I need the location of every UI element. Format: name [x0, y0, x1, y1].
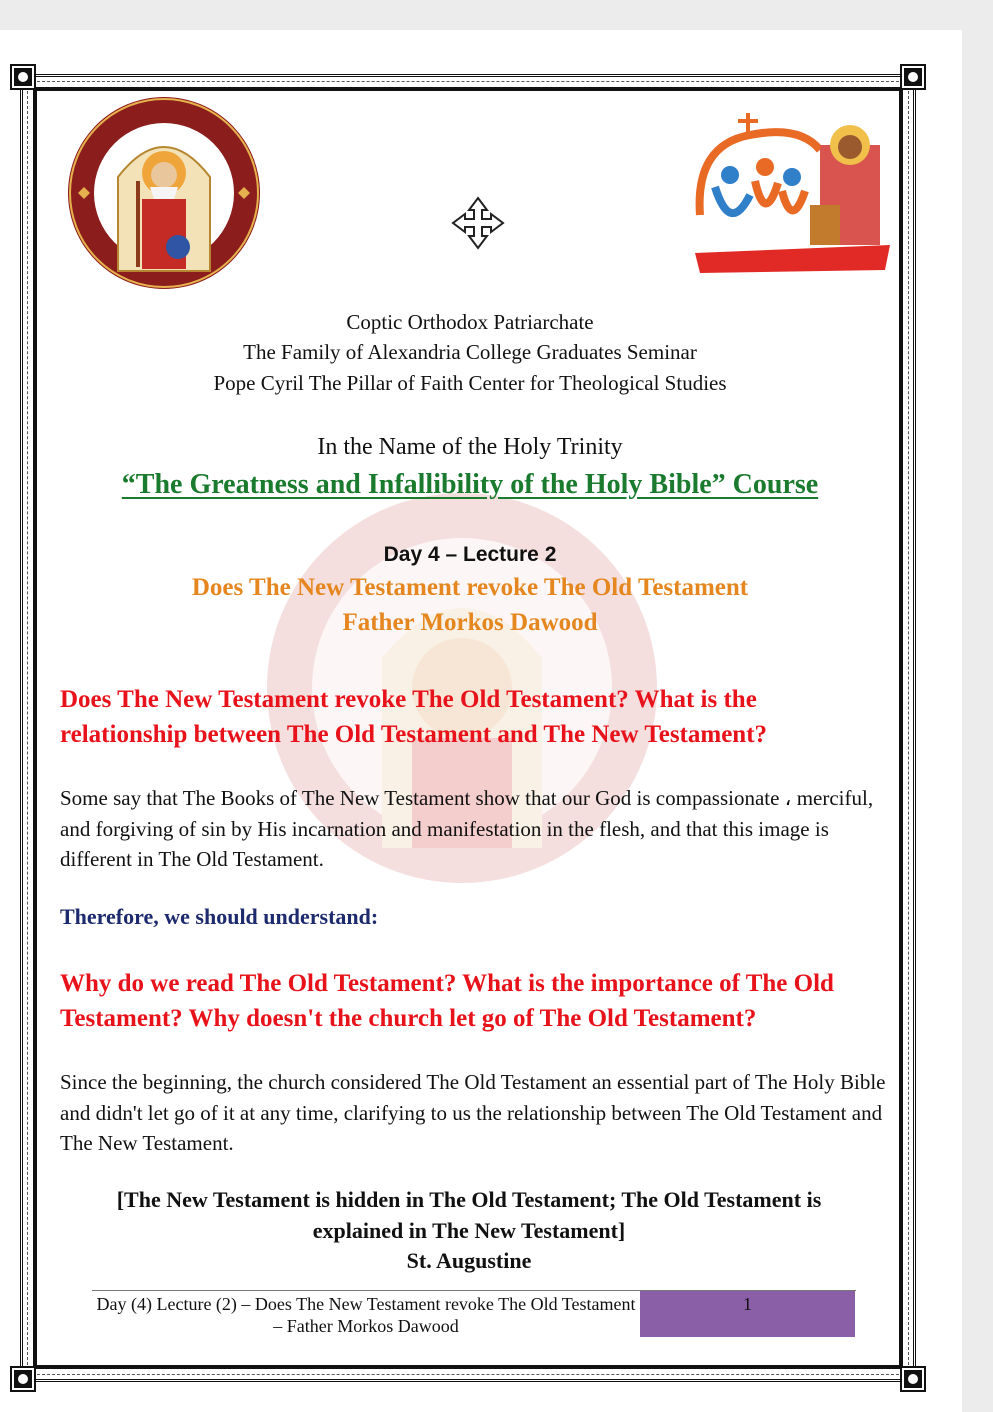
lecture-title: Does The New Testament revoke The Old Testament	[191, 574, 749, 601]
coptic-cross-icon	[451, 196, 505, 250]
header-line-seminar: The Family of Alexandria College Graduates Seminar	[243, 340, 697, 364]
question-heading-2: Why do we read The Old Testament? What is the importance of The Old Testament? Why doesn't the church let go of The Old Testament?	[60, 970, 834, 1032]
border-corner-ornament	[902, 1368, 924, 1390]
therefore-heading: Therefore, we should understand:	[60, 904, 379, 929]
trinity-heading: In the Name of the Holy Trinity	[317, 434, 623, 460]
question-heading-1: Does The New Testament revoke The Old Testament? What is the relationship between The Old Testament and The New Testament?	[60, 686, 768, 748]
footer-text: Day (4) Lecture (2) – Does The New Testament revoke The Old Testament – Father Morkos Dawood	[96, 1294, 636, 1336]
header-line-patriarchate: Coptic Orthodox Patriarchate	[346, 310, 594, 334]
course-title-text: “The Greatness and Infallibility of the Holy Bible” Course	[121, 469, 819, 500]
college-seal-logo	[66, 95, 262, 291]
border-corner-ornament	[902, 66, 924, 88]
page-number: 1	[743, 1294, 752, 1314]
header-line-center: Pope Cyril The Pillar of Faith Center for Theological Studies	[213, 371, 727, 395]
quote-author: St. Augustine	[406, 1248, 532, 1273]
course-title	[0, 469, 940, 501]
quote-line-1: [The New Testament is hidden in The Old Testament; The Old Testament is	[116, 1187, 822, 1212]
day-lecture-label: Day 4 – Lecture 2	[383, 543, 557, 566]
graduates-family-logo	[690, 105, 895, 275]
body-paragraph-1: Some say that The Books of The New Testament show that our God is compassionate ، merciful, and forgiving of sin by His incarnation and manifestation in the flesh, and that this image is different in The Old Testament.	[60, 786, 874, 871]
border-corner-ornament	[12, 1368, 34, 1390]
quote-line-2: explained in The New Testament]	[312, 1218, 626, 1243]
body-paragraph-2: Since the beginning, the church considered The Old Testament an essential part of The Holy Bible and didn't let go of it at any time, clarifying to us the relationship between The Old Testament and The New Testament.	[60, 1070, 886, 1155]
border-corner-ornament	[12, 66, 34, 88]
lecture-author: Father Morkos Dawood	[342, 609, 598, 636]
footer-page-box	[640, 1291, 855, 1337]
